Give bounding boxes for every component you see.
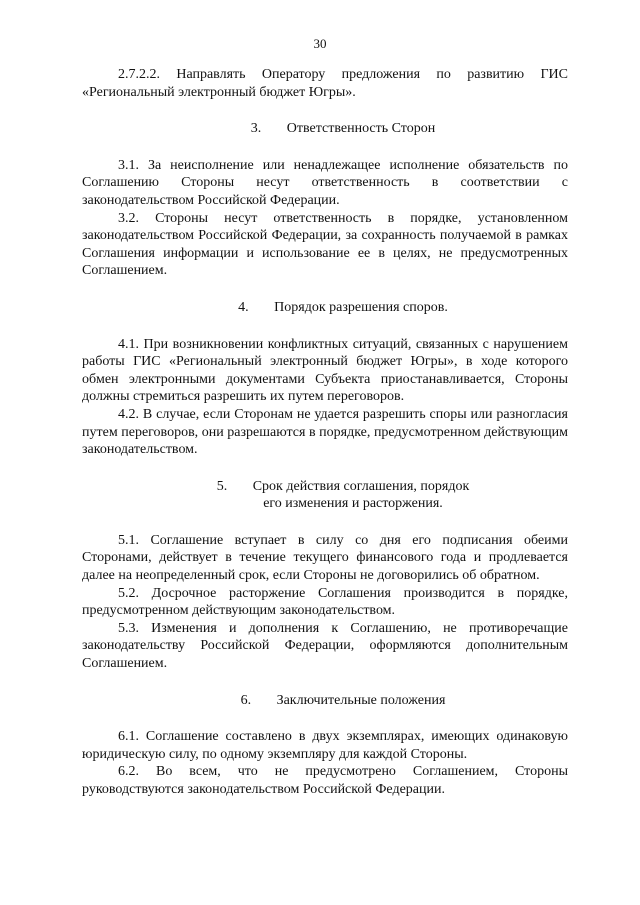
clause-5-3: 5.3. Изменения и дополнения к Соглашению, не противоречащие законодательству Российской Федерации, оформляются дополнительным Соглашением. xyxy=(82,620,568,672)
clause-2-7-2-2: 2.7.2.2. Направлять Оператору предложения по развитию ГИС «Региональный электронный бюджет Югры». xyxy=(82,67,568,100)
page-number: 30 xyxy=(313,36,327,51)
clause-3-2: 3.2. Стороны несут ответственность в порядке, установленном законодательством Российской Федерации, за сохранность получаемой в рамках Соглашения информации и использование ее в целях, не предусмотренных Соглашением. xyxy=(82,210,568,279)
section-5-title-line2: его изменения и расторжения. xyxy=(263,496,443,512)
section-4-number: 4. xyxy=(238,299,249,315)
section-3-title: Ответственность Сторон xyxy=(286,121,436,137)
clause-5-1: 5.1. Соглашение вступает в силу со дня его подписания обеими Сторонами, действует в течение текущего финансового года и продлевается далее на неопределенный срок, если Стороны не договорились об обратном. xyxy=(82,532,568,584)
section-6-number: 6. xyxy=(240,692,252,708)
section-5-title-line1: Срок действия соглашения, порядок xyxy=(252,478,470,494)
clause-4-2: 4.2. В случае, если Сторонам не удается разрешить споры или разногласия путем переговоров, они разрешаются в порядке, предусмотренном действующим законодательством. xyxy=(82,406,568,458)
clause-3-1: 3.1. За неисполнение или ненадлежащее исполнение обязательств по Соглашению Стороны несут ответственность в соответствии с законодательством Российской Федерации. xyxy=(82,157,568,208)
section-4-title: Порядок разрешения споров. xyxy=(274,299,448,315)
section-3-number: 3. xyxy=(250,121,262,137)
clause-6-1: 6.1. Соглашение составлено в двух экземплярах, имеющих одинаковую юридическую силу, по одному экземпляру для каждой Стороны. xyxy=(82,729,568,762)
section-6-title: Заключительные положения xyxy=(276,692,446,708)
section-4-heading xyxy=(82,299,568,317)
section-5-number: 5. xyxy=(216,478,228,494)
clause-5-2: 5.2. Досрочное расторжение Соглашения производится в порядке, предусмотренном действующим законодательством. xyxy=(82,585,568,619)
section-6-heading xyxy=(82,692,568,710)
section-5-heading xyxy=(82,478,568,513)
section-3-heading xyxy=(82,120,568,138)
clause-6-2: 6.2. Во всем, что не предусмотрено Соглашением, Стороны руководствуются законодательством Российской Федерации. xyxy=(82,764,568,797)
document-body xyxy=(82,66,568,799)
clause-4-1: 4.1. При возникновении конфликтных ситуаций, связанных с нарушением работы ГИС «Региональный электронный бюджет Югры», в ходе которого обмен электронными документами Субъекта приостанавливается, Стороны должны стремиться разрешить их путем переговоров. xyxy=(82,336,568,405)
